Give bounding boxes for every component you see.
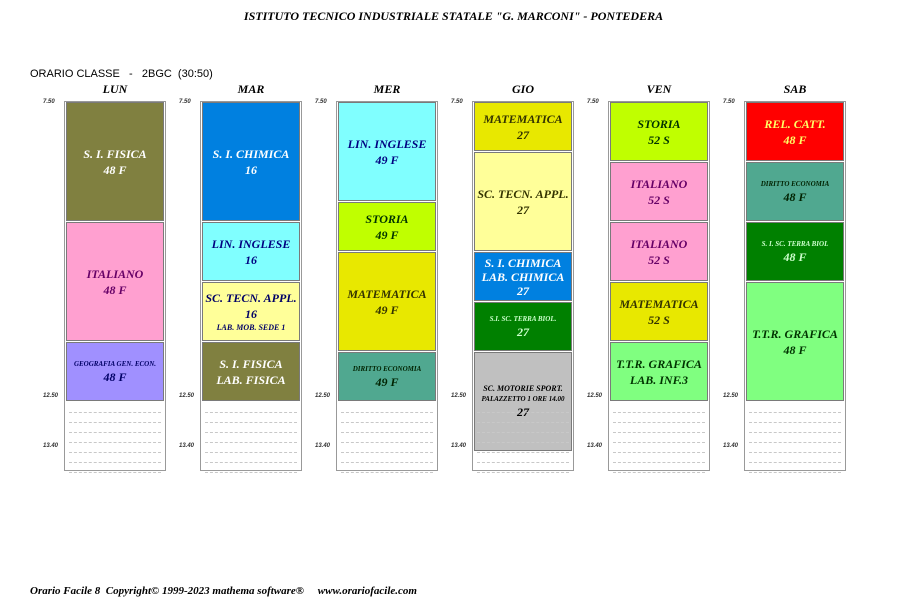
empty-slot <box>205 403 297 413</box>
lesson-location: LAB. FISICA <box>216 372 286 387</box>
empty-slot <box>477 413 569 423</box>
empty-slot <box>341 433 433 443</box>
day-column-mar <box>179 82 302 472</box>
lesson-block[interactable] <box>474 102 572 151</box>
lesson-block[interactable] <box>338 202 436 251</box>
lesson-subject: MATEMATICA <box>347 286 427 301</box>
empty-slot <box>749 433 841 443</box>
empty-slot <box>749 403 841 413</box>
time-label-start: 7.50 <box>723 99 735 105</box>
lesson-subject: ITALIANO <box>630 176 688 191</box>
day-column-ven <box>587 82 710 472</box>
page-title: ISTITUTO TECNICO INDUSTRIALE STATALE "G. MARCONI" - PONTEDERA <box>243 9 664 23</box>
empty-slots <box>477 403 569 469</box>
lesson-block[interactable] <box>338 352 436 401</box>
lesson-location: LAB. CHIMICA <box>481 269 565 284</box>
empty-slot <box>749 463 841 473</box>
empty-slot <box>341 403 433 413</box>
lesson-block[interactable] <box>610 342 708 401</box>
empty-slot <box>341 423 433 433</box>
empty-slot <box>477 443 569 453</box>
lesson-room: 52 S <box>648 132 670 147</box>
lesson-block[interactable] <box>610 222 708 281</box>
time-label-mid: 12.50 <box>43 393 59 399</box>
lesson-room: 48 F <box>783 132 807 147</box>
time-label-mid: 12.50 <box>315 393 331 399</box>
lesson-subject: GEOGRAFIA GEN. ECON. <box>73 359 157 368</box>
lesson-subject: REL. CATT. <box>764 116 826 131</box>
lesson-room: 27 <box>517 283 529 298</box>
lesson-block[interactable] <box>202 102 300 221</box>
lesson-room: 49 F <box>375 374 399 389</box>
lesson-subject: S. I. FISICA <box>83 146 147 161</box>
day-frame <box>64 101 166 471</box>
empty-slot <box>749 413 841 423</box>
lesson-subject: LIN. INGLESE <box>211 236 291 251</box>
lesson-room: 48 F <box>783 342 807 357</box>
empty-slot <box>341 463 433 473</box>
lesson-subject: MATEMATICA <box>483 111 563 126</box>
empty-slot <box>205 413 297 423</box>
lesson-subject: MATEMATICA <box>619 296 699 311</box>
lesson-block[interactable] <box>610 282 708 341</box>
lesson-block[interactable] <box>66 102 164 221</box>
time-label-mid: 12.50 <box>587 393 603 399</box>
lesson-subject: S. I. FISICA <box>219 356 283 371</box>
footer-copyright: Orario Facile 8 Copyright© 1999-2023 mathema software® www.orariofacile.com <box>30 585 417 597</box>
empty-slot <box>69 443 161 453</box>
empty-slot <box>69 463 161 473</box>
empty-slot <box>613 453 705 463</box>
empty-slot <box>477 403 569 413</box>
empty-slot <box>477 423 569 433</box>
lesson-room: 16 <box>245 252 257 267</box>
empty-slot <box>69 403 161 413</box>
lesson-block[interactable] <box>746 282 844 401</box>
day-frame <box>608 101 710 471</box>
time-label-mid: 12.50 <box>723 393 739 399</box>
time-label-mid: 12.50 <box>451 393 467 399</box>
lesson-block[interactable] <box>202 282 300 341</box>
empty-slot <box>613 423 705 433</box>
time-label-start: 7.50 <box>451 99 463 105</box>
lesson-room: 27 <box>517 405 529 419</box>
time-label-end: 13.40 <box>587 443 603 449</box>
time-label-end: 13.40 <box>723 443 739 449</box>
time-label-start: 7.50 <box>315 99 327 105</box>
empty-slots <box>205 403 297 469</box>
lesson-subject: SC. MOTORIE SPORT. <box>483 384 563 393</box>
empty-slots <box>69 403 161 469</box>
day-header: VEN <box>646 82 672 96</box>
empty-slot <box>613 443 705 453</box>
empty-slots <box>341 403 433 469</box>
class-label: ORARIO CLASSE - 2BGC (30:50) <box>30 68 213 80</box>
lesson-block[interactable] <box>66 342 164 401</box>
lesson-room: 48 F <box>783 189 807 204</box>
lesson-subject: S. I. SC. TERRA BIOL <box>761 239 829 248</box>
empty-slot <box>205 443 297 453</box>
lesson-room: 52 S <box>648 192 670 207</box>
lesson-subject: T.T.R. GRAFICA <box>752 326 838 341</box>
lesson-subject: T.T.R. GRAFICA <box>616 356 702 371</box>
empty-slots <box>749 403 841 469</box>
empty-slots <box>613 403 705 469</box>
empty-slot <box>613 413 705 423</box>
empty-slot <box>477 463 569 473</box>
lesson-block[interactable] <box>610 162 708 221</box>
day-header: SAB <box>783 82 807 96</box>
time-label-start: 7.50 <box>43 99 55 105</box>
time-label-start: 7.50 <box>587 99 599 105</box>
time-label-end: 13.40 <box>451 443 467 449</box>
lesson-block[interactable] <box>202 222 300 281</box>
empty-slot <box>205 423 297 433</box>
time-label-mid: 12.50 <box>179 393 195 399</box>
lesson-block[interactable] <box>746 102 844 161</box>
lesson-room: 48 F <box>783 249 807 264</box>
lesson-subject: ITALIANO <box>86 266 144 281</box>
lesson-room: 52 S <box>648 312 670 327</box>
lesson-block[interactable] <box>474 152 572 251</box>
empty-slot <box>341 453 433 463</box>
lesson-block[interactable] <box>338 252 436 351</box>
day-column-lun <box>43 82 166 472</box>
lesson-subject: DIRITTO ECONOMIA <box>760 179 830 188</box>
lesson-block[interactable] <box>610 102 708 161</box>
empty-slot <box>749 443 841 453</box>
day-frame <box>336 101 438 471</box>
day-frame <box>200 101 302 471</box>
lesson-subject: S. I. CHIMICA <box>484 255 562 270</box>
day-header: LUN <box>102 82 128 96</box>
lesson-block[interactable] <box>474 302 572 351</box>
lesson-subject: STORIA <box>637 116 681 131</box>
lesson-block[interactable] <box>202 342 300 401</box>
lesson-room: 48 F <box>103 162 127 177</box>
lesson-subject: S. I. CHIMICA <box>212 146 290 161</box>
day-column-sab <box>723 82 846 472</box>
empty-slot <box>205 463 297 473</box>
lesson-location: LAB. MOB. SEDE 1 <box>216 323 286 332</box>
lesson-room: 16 <box>245 307 257 321</box>
lesson-room: 52 S <box>648 252 670 267</box>
day-frame <box>744 101 846 471</box>
empty-slot <box>69 423 161 433</box>
lesson-room: 27 <box>517 127 529 142</box>
lesson-subject: S.I. SC. TERRA BIOL. <box>489 314 557 323</box>
lesson-location: LAB. INF.3 <box>629 372 689 387</box>
lesson-block[interactable] <box>338 102 436 201</box>
empty-slot <box>69 413 161 423</box>
lesson-subject: LIN. INGLESE <box>347 136 427 151</box>
time-label-start: 7.50 <box>179 99 191 105</box>
lesson-subject: ITALIANO <box>630 236 688 251</box>
lesson-room: 49 F <box>375 227 399 242</box>
lesson-room: 48 F <box>103 369 127 384</box>
empty-slot <box>341 413 433 423</box>
lesson-subject: STORIA <box>365 211 409 226</box>
lesson-room: 27 <box>517 202 529 217</box>
empty-slot <box>69 453 161 463</box>
lesson-room: 48 F <box>103 282 127 297</box>
empty-slot <box>613 433 705 443</box>
empty-slot <box>341 443 433 453</box>
empty-slot <box>69 433 161 443</box>
day-header: MER <box>373 82 401 96</box>
empty-slot <box>205 433 297 443</box>
lesson-room: 49 F <box>375 152 399 167</box>
time-label-end: 13.40 <box>179 443 195 449</box>
empty-slot <box>749 453 841 463</box>
lesson-room: 16 <box>245 162 257 177</box>
day-header: MAR <box>237 82 265 96</box>
day-column-gio <box>451 82 574 472</box>
day-header: GIO <box>511 82 534 96</box>
lesson-block[interactable] <box>66 222 164 341</box>
lesson-room: 27 <box>517 324 529 339</box>
empty-slot <box>749 423 841 433</box>
lesson-location: PALAZZETTO 1 ORE 14.00 <box>481 395 565 403</box>
empty-slot <box>205 453 297 463</box>
day-column-mer <box>315 82 438 472</box>
lesson-block[interactable] <box>746 162 844 221</box>
empty-slot <box>477 453 569 463</box>
lesson-subject: SC. TECN. APPL. <box>477 186 569 201</box>
lesson-subject: SC. TECN. APPL. <box>205 291 297 305</box>
empty-slot <box>613 463 705 473</box>
day-frame <box>472 101 574 471</box>
time-label-end: 13.40 <box>315 443 331 449</box>
lesson-block[interactable] <box>746 222 844 281</box>
lesson-subject: DIRITTO ECONOMIA <box>352 364 422 373</box>
time-label-end: 13.40 <box>43 443 59 449</box>
empty-slot <box>613 403 705 413</box>
lesson-room: 49 F <box>375 302 399 317</box>
empty-slot <box>477 433 569 443</box>
lesson-block[interactable] <box>474 252 572 301</box>
